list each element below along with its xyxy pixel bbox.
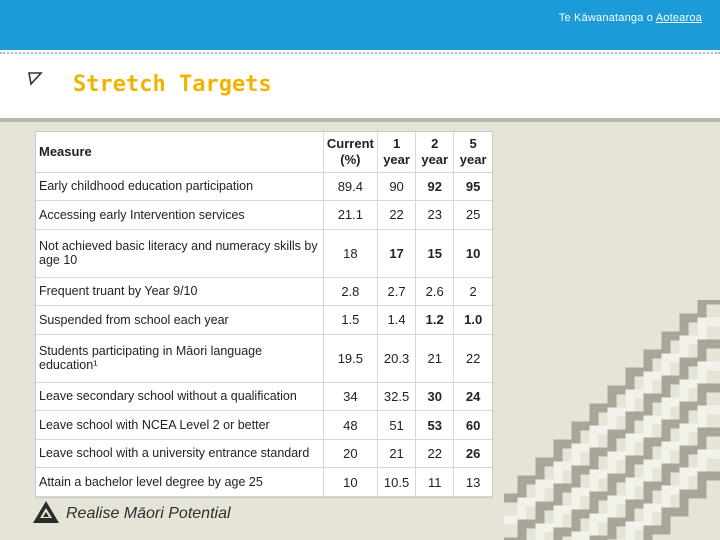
title-underline	[0, 118, 720, 122]
value-cell: 90	[377, 172, 415, 201]
header-measure: Measure	[36, 132, 323, 172]
stair-pattern-decoration	[500, 300, 720, 540]
value-cell: 21	[416, 334, 454, 382]
value-cell: 1.4	[377, 306, 415, 335]
dotted-divider	[0, 52, 720, 54]
realise-logo-icon	[32, 500, 60, 524]
header-1-year: 1 year	[377, 132, 415, 172]
value-cell: 1.0	[454, 306, 492, 335]
table-row	[36, 277, 492, 306]
value-cell: 23	[416, 201, 454, 230]
table-row	[36, 201, 492, 230]
header-2-year: 2 year	[416, 132, 454, 172]
value-cell: 34	[323, 382, 377, 411]
brand-accent: Aotearoa	[655, 12, 702, 24]
value-cell: 1.5	[323, 306, 377, 335]
value-cell: 2	[454, 277, 492, 306]
value-cell: 30	[416, 382, 454, 411]
measure-cell: Early childhood education participation	[36, 172, 323, 201]
value-cell: 22	[416, 439, 454, 468]
measure-cell: Frequent truant by Year 9/10	[36, 277, 323, 306]
table-header-row	[36, 132, 492, 172]
measure-cell: Students participating in Māori language education¹	[36, 334, 323, 382]
table-body	[36, 172, 492, 497]
footer-tagline: Realise Māori Potential	[66, 505, 231, 522]
value-cell: 19.5	[323, 334, 377, 382]
value-cell: 10	[323, 468, 377, 497]
value-cell: 10.5	[377, 468, 415, 497]
measure-cell: Not achieved basic literacy and numeracy skills by age 10	[36, 229, 323, 277]
value-cell: 10	[454, 229, 492, 277]
stretch-targets-table	[35, 131, 493, 498]
measure-cell: Leave school with NCEA Level 2 or better	[36, 411, 323, 440]
value-cell: 95	[454, 172, 492, 201]
measure-cell: Attain a bachelor level degree by age 25	[36, 468, 323, 497]
brand-text	[559, 12, 702, 24]
table-row	[36, 334, 492, 382]
value-cell: 53	[416, 411, 454, 440]
value-cell: 13	[454, 468, 492, 497]
slide-title: Stretch Targets	[73, 72, 272, 97]
value-cell: 24	[454, 382, 492, 411]
value-cell: 11	[416, 468, 454, 497]
value-cell: 21.1	[323, 201, 377, 230]
measure-cell: Leave school with a university entrance standard	[36, 439, 323, 468]
value-cell: 2.8	[323, 277, 377, 306]
table-row	[36, 382, 492, 411]
measure-cell: Accessing early Intervention services	[36, 201, 323, 230]
value-cell: 17	[377, 229, 415, 277]
value-cell: 22	[377, 201, 415, 230]
table-row	[36, 306, 492, 335]
header-current: Current (%)	[323, 132, 377, 172]
value-cell: 2.6	[416, 277, 454, 306]
value-cell: 18	[323, 229, 377, 277]
table-row	[36, 229, 492, 277]
value-cell: 2.7	[377, 277, 415, 306]
value-cell: 20	[323, 439, 377, 468]
table-row	[36, 439, 492, 468]
value-cell: 1.2	[416, 306, 454, 335]
value-cell: 89.4	[323, 172, 377, 201]
brand-prefix: Te Kāwanatanga o	[558, 12, 656, 24]
value-cell: 48	[323, 411, 377, 440]
value-cell: 20.3	[377, 334, 415, 382]
triangle-bullet-icon	[28, 70, 44, 86]
value-cell: 22	[454, 334, 492, 382]
value-cell: 26	[454, 439, 492, 468]
value-cell: 92	[416, 172, 454, 201]
value-cell: 32.5	[377, 382, 415, 411]
table-row	[36, 411, 492, 440]
measure-cell: Leave secondary school without a qualification	[36, 382, 323, 411]
value-cell: 60	[454, 411, 492, 440]
value-cell: 15	[416, 229, 454, 277]
value-cell: 51	[377, 411, 415, 440]
value-cell: 25	[454, 201, 492, 230]
measure-cell: Suspended from school each year	[36, 306, 323, 335]
targets-table	[36, 132, 492, 497]
table-row	[36, 172, 492, 201]
header-5-year: 5 year	[454, 132, 492, 172]
value-cell: 21	[377, 439, 415, 468]
table-row	[36, 468, 492, 497]
header-strip	[0, 0, 720, 50]
